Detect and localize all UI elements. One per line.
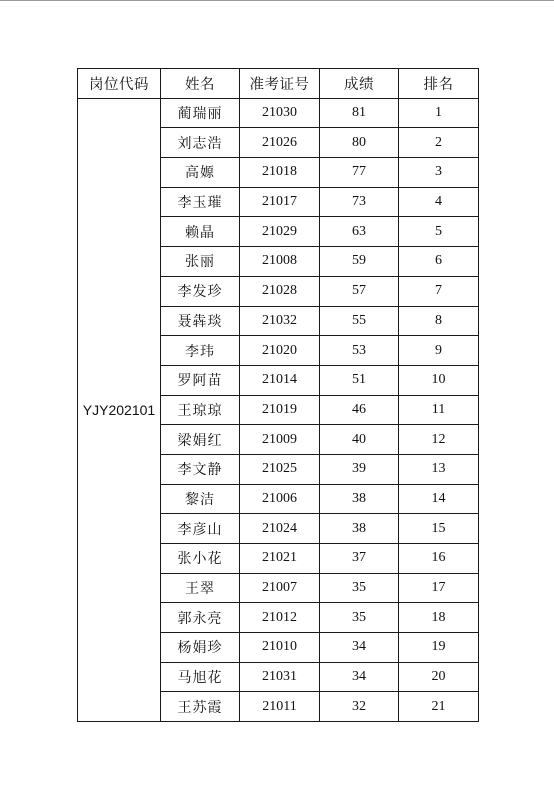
candidate-name-cell: 李玮 [161,336,240,366]
rank-cell: 13 [399,454,479,484]
score-cell: 46 [320,395,399,425]
score-cell: 63 [320,217,399,247]
exam-id-cell: 21026 [240,128,320,158]
exam-id-cell: 21021 [240,544,320,574]
score-cell: 38 [320,514,399,544]
rank-cell: 7 [399,276,479,306]
candidate-name-cell: 李文静 [161,454,240,484]
candidate-name-cell: 李彦山 [161,514,240,544]
score-cell: 77 [320,158,399,188]
rank-cell: 1 [399,98,479,128]
rank-cell: 9 [399,336,479,366]
candidate-name-cell: 李玉璀 [161,187,240,217]
candidate-name-cell: 王苏霞 [161,692,240,722]
exam-id-cell: 21010 [240,633,320,663]
exam-id-cell: 21032 [240,306,320,336]
score-cell: 38 [320,484,399,514]
score-cell: 35 [320,603,399,633]
rank-cell: 12 [399,425,479,455]
candidate-name-cell: 马旭花 [161,662,240,692]
exam-id-cell: 21017 [240,187,320,217]
header-score: 成绩 [320,69,399,99]
rank-cell: 5 [399,217,479,247]
rank-cell: 10 [399,365,479,395]
exam-id-cell: 21008 [240,247,320,277]
score-cell: 51 [320,365,399,395]
exam-id-cell: 21007 [240,573,320,603]
score-cell: 81 [320,98,399,128]
exam-id-cell: 21031 [240,662,320,692]
exam-id-cell: 21020 [240,336,320,366]
exam-id-cell: 21024 [240,514,320,544]
header-post-code: 岗位代码 [78,69,161,99]
candidate-name-cell: 赖晶 [161,217,240,247]
candidate-name-cell: 黎洁 [161,484,240,514]
candidate-name-cell: 聂犇琰 [161,306,240,336]
exam-id-cell: 21029 [240,217,320,247]
candidate-name-cell: 郭永亮 [161,603,240,633]
exam-id-cell: 21011 [240,692,320,722]
exam-id-cell: 21006 [240,484,320,514]
header-exam-id: 准考证号 [240,69,320,99]
candidate-name-cell: 杨娟珍 [161,633,240,663]
rank-cell: 18 [399,603,479,633]
exam-id-cell: 21025 [240,454,320,484]
rank-cell: 21 [399,692,479,722]
exam-id-cell: 21030 [240,98,320,128]
rank-cell: 4 [399,187,479,217]
score-cell: 37 [320,544,399,574]
rank-cell: 14 [399,484,479,514]
rank-cell: 20 [399,662,479,692]
score-cell: 39 [320,454,399,484]
rank-cell: 15 [399,514,479,544]
rank-cell: 11 [399,395,479,425]
candidate-name-cell: 刘志浩 [161,128,240,158]
candidate-name-cell: 张丽 [161,247,240,277]
candidate-name-cell: 梁娟红 [161,425,240,455]
score-cell: 40 [320,425,399,455]
score-cell: 55 [320,306,399,336]
top-divider-line [0,0,554,1]
rank-cell: 2 [399,128,479,158]
exam-id-cell: 21019 [240,395,320,425]
candidate-name-cell: 李发珍 [161,276,240,306]
score-cell: 80 [320,128,399,158]
score-cell: 34 [320,633,399,663]
candidate-name-cell: 王琼琼 [161,395,240,425]
rank-cell: 19 [399,633,479,663]
score-cell: 53 [320,336,399,366]
score-cell: 35 [320,573,399,603]
exam-id-cell: 21018 [240,158,320,188]
exam-id-cell: 21028 [240,276,320,306]
exam-id-cell: 21012 [240,603,320,633]
score-cell: 32 [320,692,399,722]
candidate-name-cell: 罗阿苗 [161,365,240,395]
rank-cell: 6 [399,247,479,277]
score-cell: 59 [320,247,399,277]
score-cell: 73 [320,187,399,217]
score-ranking-table [77,68,479,722]
score-cell: 57 [320,276,399,306]
rank-cell: 8 [399,306,479,336]
post-code-cell: YJY202101 [78,98,161,721]
candidate-name-cell: 蔺瑞丽 [161,98,240,128]
table-body [78,98,479,721]
table-row [78,98,479,128]
rank-cell: 3 [399,158,479,188]
exam-id-cell: 21014 [240,365,320,395]
candidate-name-cell: 张小花 [161,544,240,574]
table-header-row [78,69,479,99]
header-rank: 排名 [399,69,479,99]
candidate-name-cell: 王翠 [161,573,240,603]
candidate-name-cell: 高嫄 [161,158,240,188]
score-cell: 34 [320,662,399,692]
rank-cell: 16 [399,544,479,574]
rank-cell: 17 [399,573,479,603]
exam-id-cell: 21009 [240,425,320,455]
header-name: 姓名 [161,69,240,99]
